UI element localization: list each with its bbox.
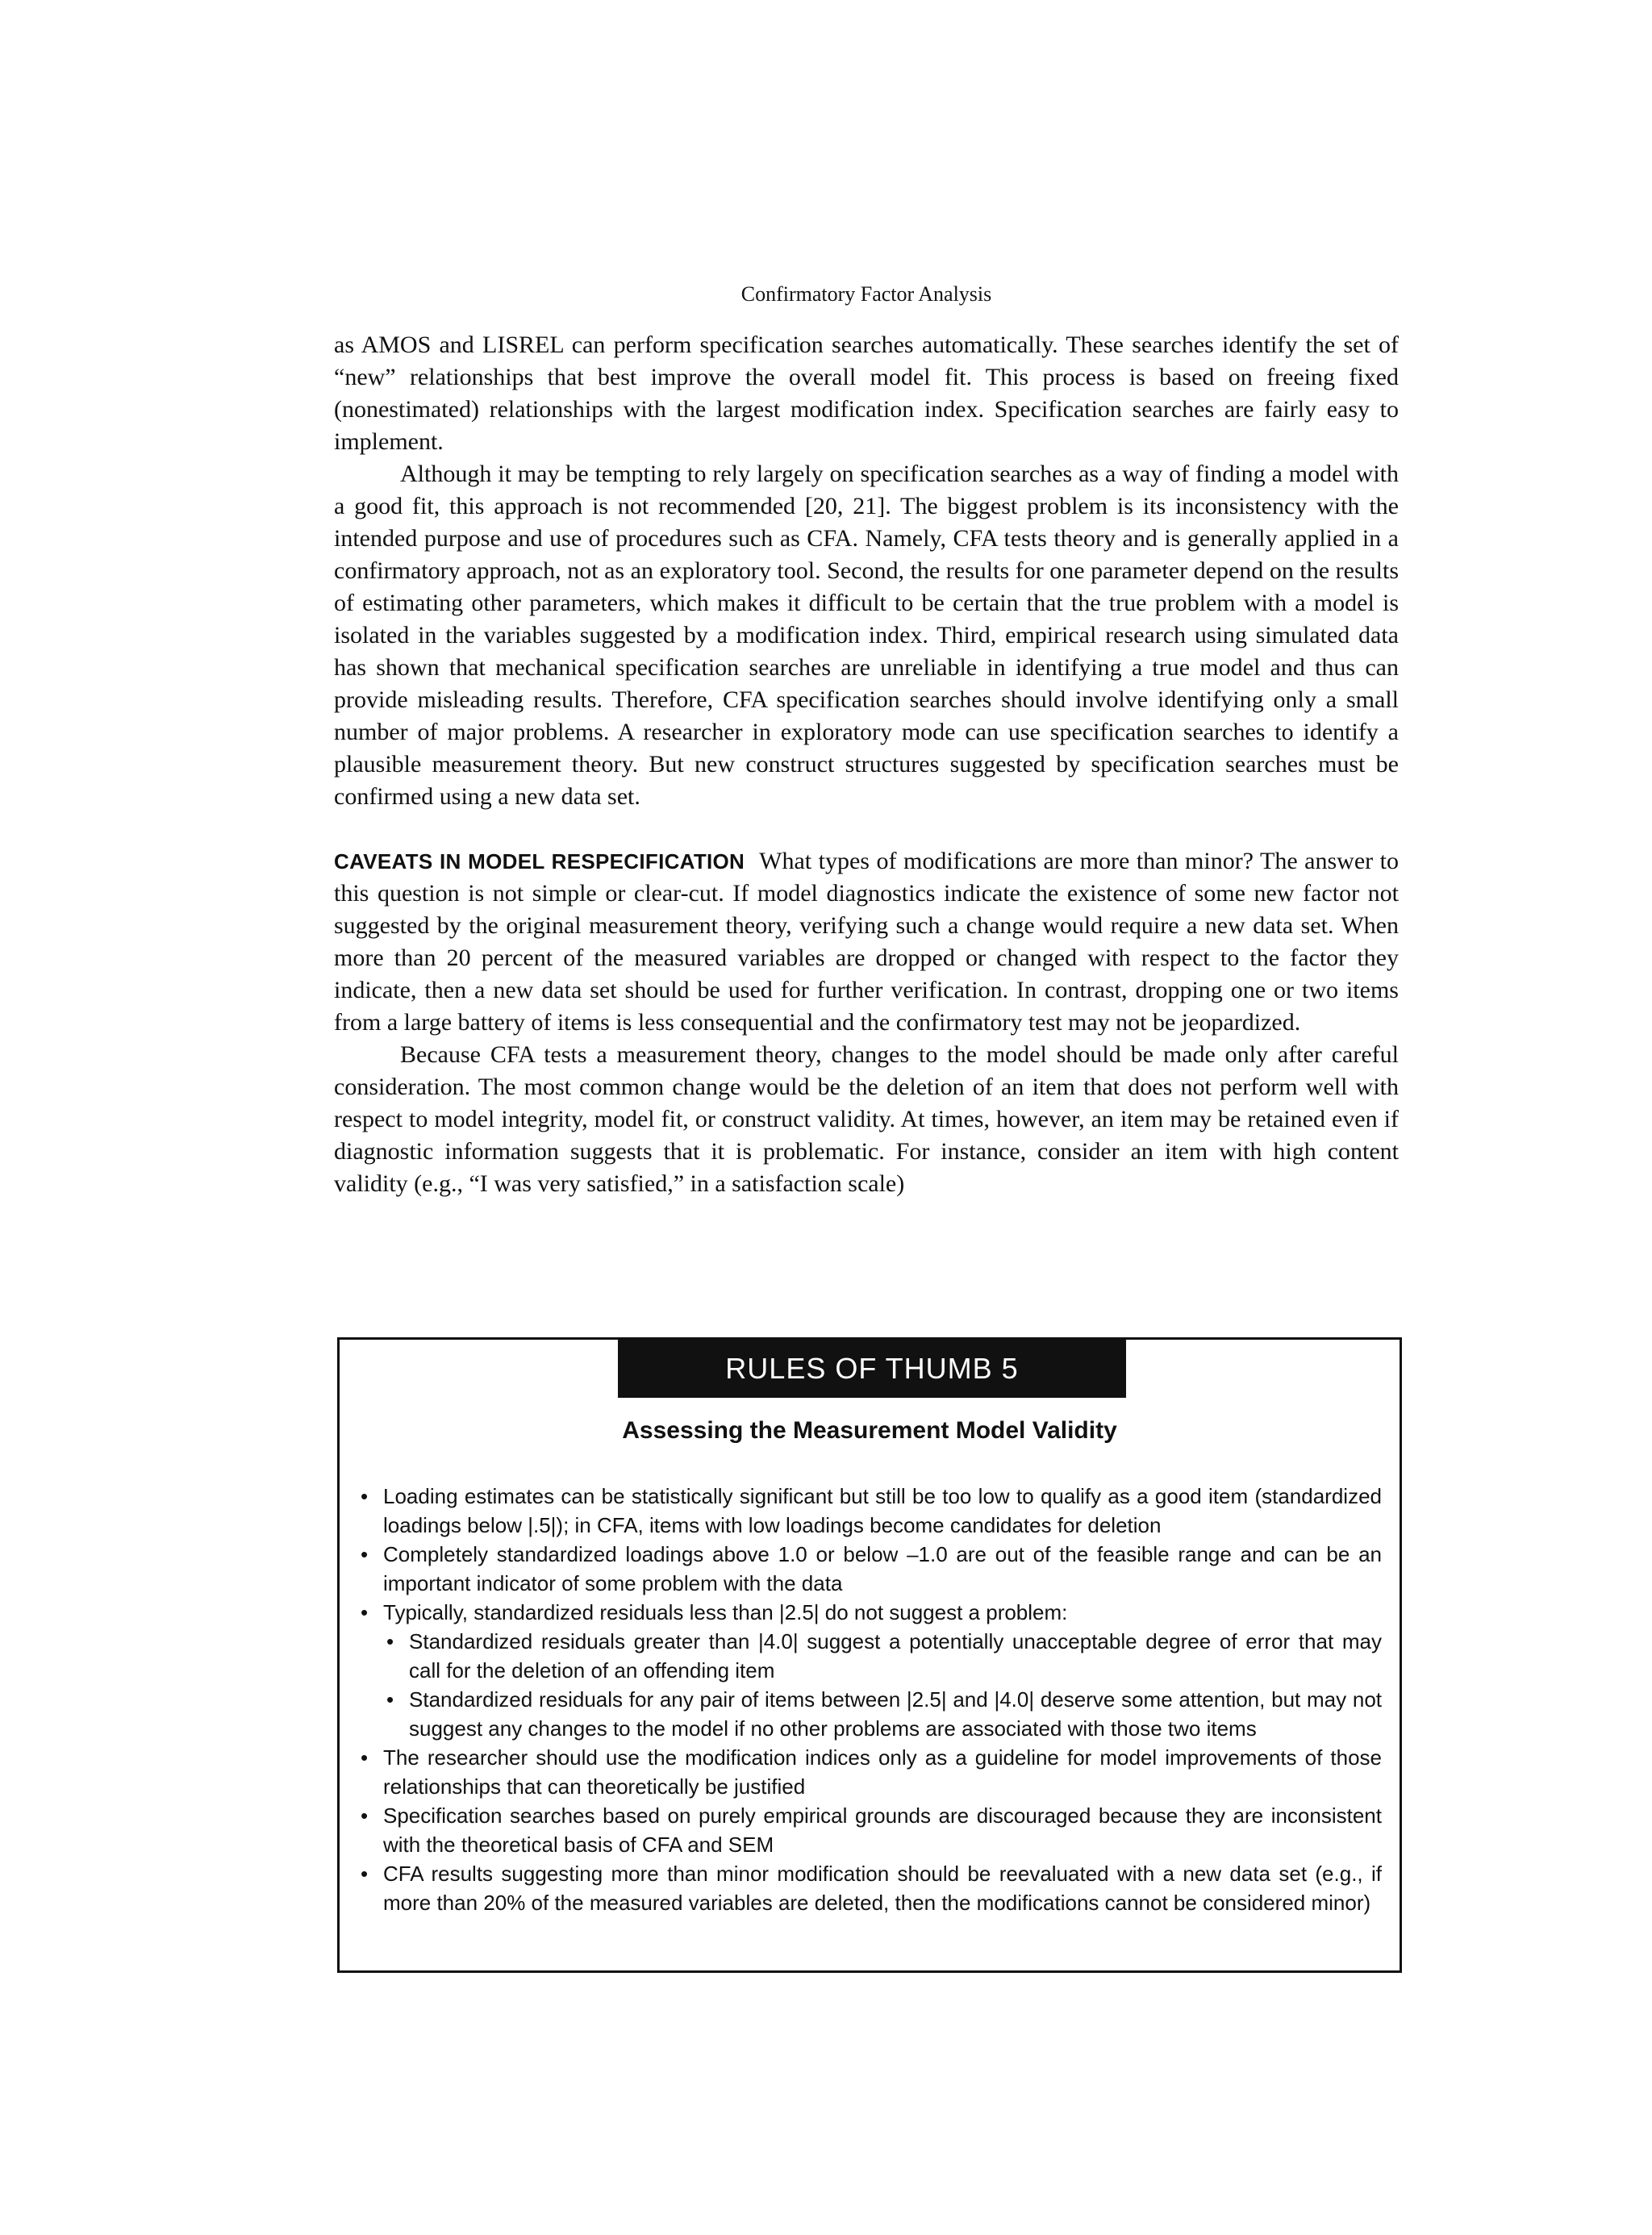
rule-subitem: • Standardized residuals for any pair of items between |2.5| and |4.0| deserve some attention, but may not suggest any changes to the model if no other problems are associated with those two items — [357, 1685, 1382, 1743]
rule-item: • Completely standardized loadings above 1.0 or below –1.0 are out of the feasible range and can be an important indicator of some problem with the data — [357, 1540, 1382, 1598]
paragraph-3-text: What types of modifications are more than minor? The answer to this question is not simple or clear-cut. If model diagnostics indicate the existence of some new factor not suggested by the original measurement theory, verifying such a change would require a new data set. When more than 20 percent of the measured variables are dropped or changed with respect to the factor they indicate, then a new data set should be used for further verification. In contrast, dropping one or two items from a large battery of items is less consequential and the confirmatory test may not be jeopardized. — [334, 848, 1399, 1036]
rules-list — [357, 1482, 1382, 1917]
rule-subitem: • Standardized residuals greater than |4.0| suggest a potentially unacceptable degree of error that may call for the deletion of an offending item — [357, 1627, 1382, 1685]
paragraph-3 — [334, 845, 1399, 1039]
rule-item: • Specification searches based on purely empirical grounds are discouraged because they are inconsistent with the theoretical basis of CFA and SEM — [357, 1801, 1382, 1859]
rules-title: Assessing the Measurement Model Validity — [622, 1417, 1117, 1444]
paragraph-2: Although it may be tempting to rely largely on specification searches as a way of finding a model with a good fit, this approach is not recommended [20, 21]. The biggest problem is its inconsistency with the intended purpose and use of procedures such as CFA. Namely, CFA tests theory and is generally applied in a confirmatory approach, not as an exploratory tool. Second, the results for one parameter depend on the results of estimating other parameters, which makes it difficult to be certain that the true problem with a model is isolated in the variables suggested by a modification index. Third, empirical research using simulated data has shown that mechanical specification searches are unreliable in identifying a true model and thus can provide misleading results. Therefore, CFA specification searches should involve identifying only a small number of major problems. A researcher in exploratory mode can use specification searches to identify a plausible measurement theory. But new construct structures suggested by specification searches must be confirmed using a new data set. — [334, 461, 1399, 810]
section-heading-caveats: CAVEATS IN MODEL RESPECIFICATION — [334, 849, 745, 874]
rule-item: • The researcher should use the modification indices only as a guideline for model improvements of those relationships that can theoretically be justified — [357, 1743, 1382, 1801]
rules-banner: RULES OF THUMB 5 — [618, 1340, 1126, 1398]
rule-item: • CFA results suggesting more than minor modification should be reevaluated with a new data set (e.g., if more than 20% of the measured variables are deleted, then the modifications cannot be considered minor) — [357, 1859, 1382, 1917]
paragraph-4: Because CFA tests a measurement theory, changes to the model should be made only after careful consideration. The most common change would be the deletion of an item that does not perform well with respect to model integrity, model fit, or construct validity. At times, however, an item may be retained even if diagnostic information suggests that it is problematic. For instance, consider an item with high content validity (e.g., “I was very satisfied,” in a satisfaction scale) — [334, 1041, 1399, 1197]
paragraph-1: as AMOS and LISREL can perform specification searches automatically. These searches identify the set of “new” relationships that best improve the overall model fit. This process is based on freeing fixed (nonestimated) relationships with the largest modification index. Specification searches are fairly easy to implement. — [334, 331, 1399, 455]
rule-item: • Typically, standardized residuals less than |2.5| do not suggest a problem: — [357, 1598, 1382, 1627]
running-head: Confirmatory Factor Analysis — [740, 282, 992, 306]
page-body — [334, 282, 1399, 1200]
rules-of-thumb-box — [337, 1337, 1402, 1973]
rule-item: • Loading estimates can be statistically significant but still be too low to qualify as a good item (standardized loadings below |.5|); in CFA, items with low loadings become candidates for deletion — [357, 1482, 1382, 1540]
